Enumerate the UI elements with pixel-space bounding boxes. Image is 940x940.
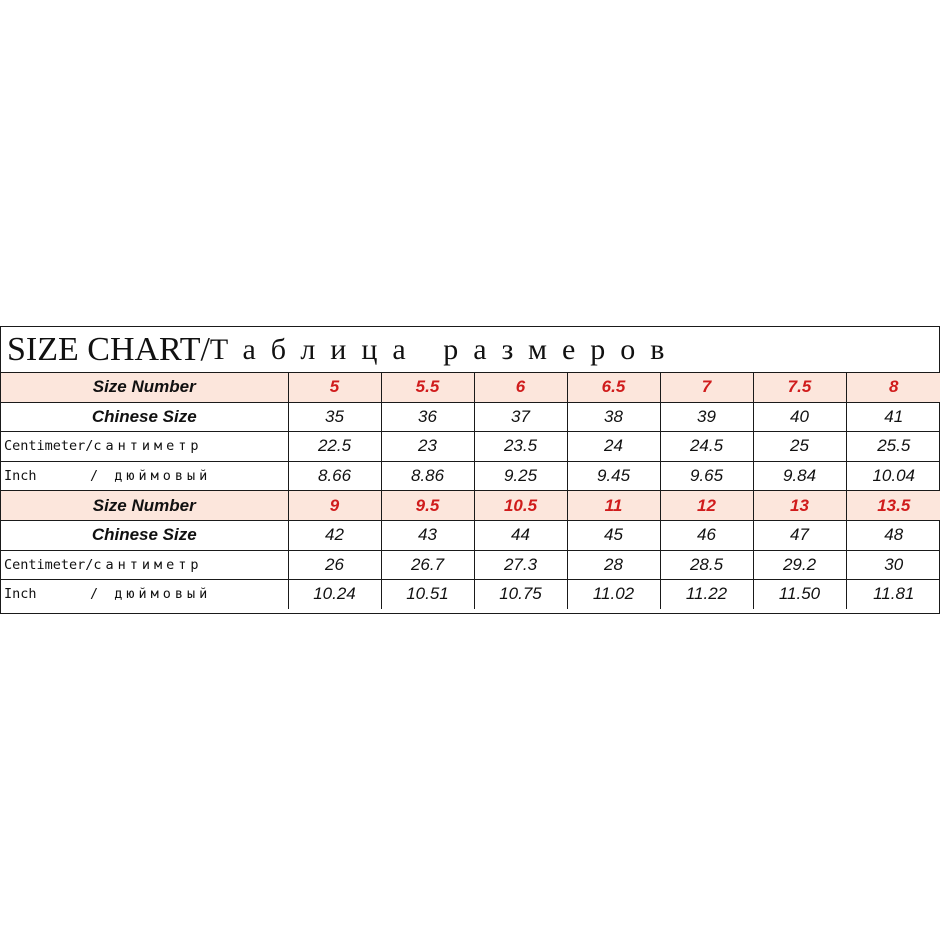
inch-cell: 9.45 (567, 461, 660, 491)
size-chart (0, 326, 940, 614)
centimeter-row (1, 550, 940, 580)
centimeter-label-ru: сантиметр (93, 438, 203, 455)
chinese-size-cell: 40 (753, 402, 846, 432)
size-table (1, 373, 940, 609)
chinese-size-cell: 46 (660, 520, 753, 550)
chinese-size-cell: 39 (660, 402, 753, 432)
chart-title-en: SIZE CHART/ (7, 330, 210, 368)
inch-cell: 8.66 (288, 461, 381, 491)
centimeter-label-en: Centimeter/ (4, 556, 94, 573)
inch-label (1, 580, 288, 609)
inch-label-ru: / дюймовый (90, 468, 212, 485)
table-body (1, 373, 940, 609)
size-number-cell: 13.5 (846, 491, 940, 521)
inch-label (1, 461, 288, 491)
chinese-size-row (1, 520, 940, 550)
centimeter-label (1, 432, 288, 462)
chinese-size-cell: 38 (567, 402, 660, 432)
inch-cell: 9.25 (474, 461, 567, 491)
size-number-cell: 9.5 (381, 491, 474, 521)
size-number-cell: 5.5 (381, 373, 474, 402)
size-number-cell: 13 (753, 491, 846, 521)
chinese-size-row (1, 402, 940, 432)
chinese-size-cell: 37 (474, 402, 567, 432)
centimeter-cell: 25 (753, 432, 846, 462)
size-number-cell: 7 (660, 373, 753, 402)
size-number-cell: 5 (288, 373, 381, 402)
inch-label-en: Inch (4, 586, 37, 603)
inch-cell: 11.50 (753, 580, 846, 609)
chart-title (1, 327, 939, 373)
centimeter-cell: 24.5 (660, 432, 753, 462)
chinese-size-cell: 35 (288, 402, 381, 432)
inch-cell: 9.65 (660, 461, 753, 491)
centimeter-cell: 27.3 (474, 550, 567, 580)
centimeter-cell: 24 (567, 432, 660, 462)
centimeter-label-ru: сантиметр (93, 556, 203, 573)
size-number-row (1, 373, 940, 402)
size-number-cell: 6 (474, 373, 567, 402)
centimeter-cell: 26 (288, 550, 381, 580)
inch-row (1, 461, 940, 491)
centimeter-row (1, 432, 940, 462)
chinese-size-label: Chinese Size (1, 402, 288, 432)
chart-title-ru: Таблица размеров (209, 332, 680, 366)
size-number-cell: 9 (288, 491, 381, 521)
chinese-size-label: Chinese Size (1, 520, 288, 550)
chinese-size-cell: 43 (381, 520, 474, 550)
centimeter-cell: 28.5 (660, 550, 753, 580)
chinese-size-cell: 44 (474, 520, 567, 550)
chinese-size-cell: 42 (288, 520, 381, 550)
inch-cell: 9.84 (753, 461, 846, 491)
centimeter-label (1, 550, 288, 580)
chinese-size-cell: 41 (846, 402, 940, 432)
inch-cell: 11.02 (567, 580, 660, 609)
centimeter-cell: 28 (567, 550, 660, 580)
size-number-label: Size Number (1, 491, 288, 521)
size-number-row (1, 491, 940, 521)
size-number-cell: 10.5 (474, 491, 567, 521)
size-number-cell: 6.5 (567, 373, 660, 402)
inch-cell: 11.81 (846, 580, 940, 609)
chinese-size-cell: 47 (753, 520, 846, 550)
inch-label-en: Inch (4, 468, 37, 485)
inch-cell: 8.86 (381, 461, 474, 491)
centimeter-cell: 26.7 (381, 550, 474, 580)
centimeter-cell: 23.5 (474, 432, 567, 462)
chinese-size-cell: 48 (846, 520, 940, 550)
chinese-size-cell: 45 (567, 520, 660, 550)
inch-cell: 11.22 (660, 580, 753, 609)
size-number-label: Size Number (1, 373, 288, 402)
size-number-cell: 12 (660, 491, 753, 521)
chinese-size-cell: 36 (381, 402, 474, 432)
inch-row (1, 580, 940, 609)
size-number-cell: 7.5 (753, 373, 846, 402)
inch-label-ru: / дюймовый (90, 586, 212, 603)
inch-cell: 10.51 (381, 580, 474, 609)
centimeter-cell: 30 (846, 550, 940, 580)
inch-cell: 10.04 (846, 461, 940, 491)
centimeter-cell: 29.2 (753, 550, 846, 580)
inch-cell: 10.24 (288, 580, 381, 609)
centimeter-cell: 25.5 (846, 432, 940, 462)
centimeter-label-en: Centimeter/ (4, 438, 94, 455)
size-number-cell: 11 (567, 491, 660, 521)
inch-cell: 10.75 (474, 580, 567, 609)
size-number-cell: 8 (846, 373, 940, 402)
centimeter-cell: 23 (381, 432, 474, 462)
centimeter-cell: 22.5 (288, 432, 381, 462)
